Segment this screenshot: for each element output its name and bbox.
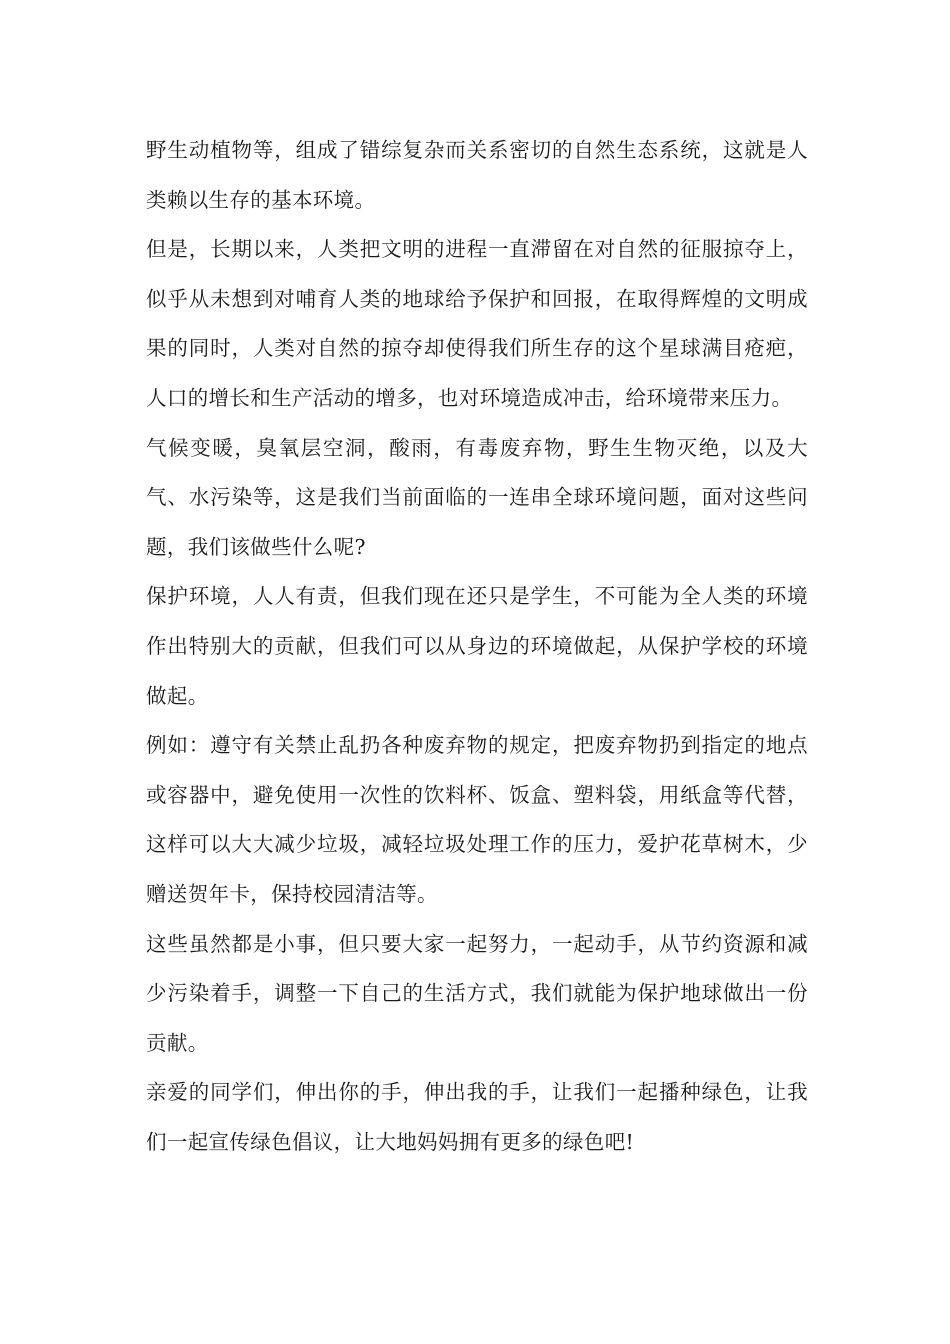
paragraph-7: 亲爱的同学们，伸出你的手，伸出我的手，让我们一起播种绿色，让我们一起宣传绿色倡议，让大地妈妈拥有更多的绿色吧! [146,1080,808,1154]
paragraph-2: 但是，长期以来，人类把文明的进程一直滞留在对自然的征服掠夺上，似乎从未想到对哺育人类的地球给予保护和回报，在取得辉煌的文明成果的同时，人类对自然的掠夺却使得我们所生存的这个星球满目疮疤，人口的增长和生产活动的增多，也对环境造成冲击，给环境带来压力。 [146,237,808,410]
paragraph-6: 这些虽然都是小事，但只要大家一起努力，一起动手，从节约资源和减少污染着手，调整一下自己的生活方式，我们就能为保护地球做出一份贡献。 [146,931,808,1055]
paragraph-3: 气候变暖，臭氧层空洞，酸雨，有毒废弃物，野生生物灭绝，以及大气、水污染等，这是我们当前面临的一连串全球环境问题，面对这些问题，我们该做些什么呢? [146,435,808,559]
paragraph-5: 例如：遵守有关禁止乱扔各种废弃物的规定，把废弃物扔到指定的地点或容器中，避免使用一次性的饮料杯、饭盒、塑料袋，用纸盒等代替，这样可以大大减少垃圾，减轻垃圾处理工作的压力，爱护花草树木，少赠送贺年卡，保持校园清洁等。 [146,733,808,906]
paragraph-1: 野生动植物等，组成了错综复杂而关系密切的自然生态系统，这就是人类赖以生存的基本环境。 [146,138,808,212]
paragraph-4: 保护环境，人人有责，但我们现在还只是学生，不可能为全人类的环境作出特别大的贡献，但我们可以从身边的环境做起，从保护学校的环境做起。 [146,584,808,708]
document-body [146,126,808,1167]
